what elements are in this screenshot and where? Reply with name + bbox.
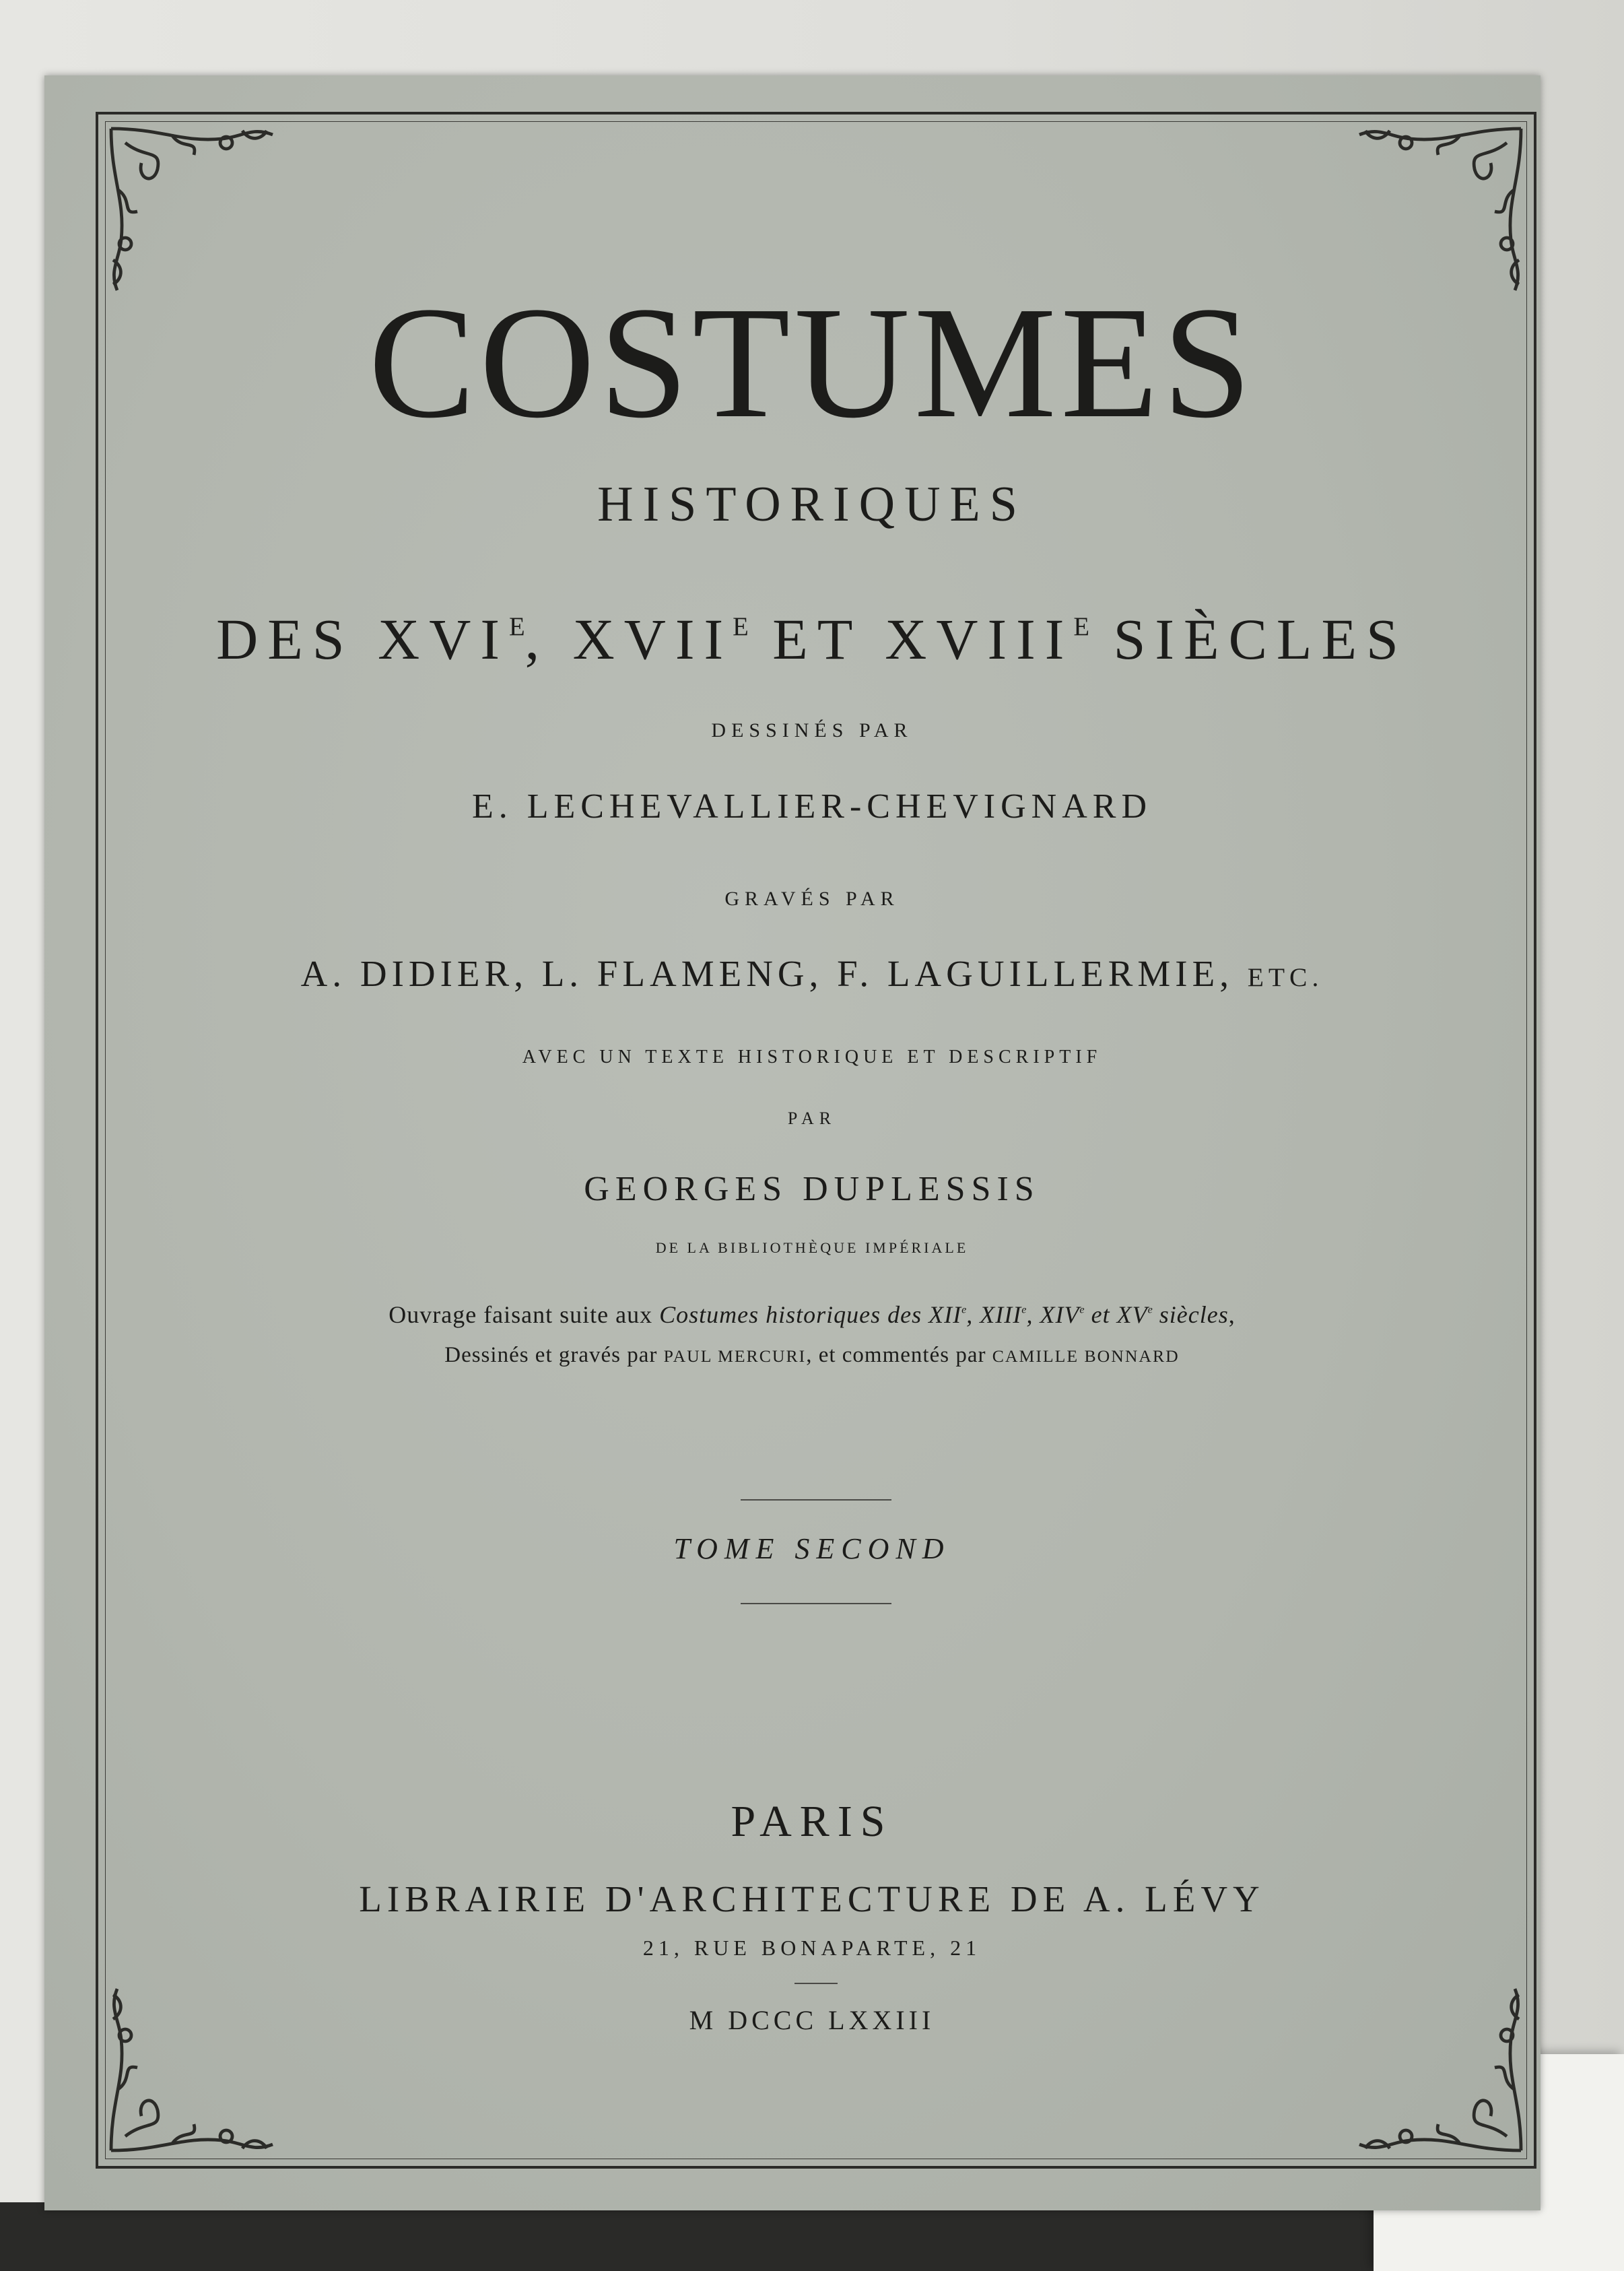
series-note-tail: ,: [1228, 1301, 1236, 1328]
corner-ornament-icon: [101, 1959, 303, 2161]
superscript: e: [1079, 1303, 1085, 1316]
series-note-lead: Ouvrage faisant suite aux: [388, 1301, 660, 1328]
series-note-part: , XIII: [966, 1301, 1022, 1328]
author-affiliation: DE LA BIBLIOTHÈQUE IMPÉRIALE: [655, 1239, 969, 1256]
publisher-address: 21, RUE BONAPARTE, 21: [642, 1936, 982, 1960]
subtitle-centuries-part: , XVII: [525, 607, 733, 671]
subtitle-centuries: [0, 607, 1624, 671]
superscript: e: [1021, 1303, 1027, 1316]
rule-below-volume: [741, 1603, 891, 1604]
publisher-name: LIBRAIRIE D'ARCHITECTURE DE A. LÉVY: [359, 1878, 1265, 1919]
author-name: GEORGES DUPLESSIS: [584, 1170, 1040, 1208]
series-note-part: Costumes historiques des XII: [659, 1301, 962, 1328]
subtitle-centuries-part: SIÈCLES: [1089, 607, 1408, 671]
subtitle-centuries-part: DES XVI: [216, 607, 509, 671]
engravers-names: [0, 955, 1624, 992]
series-note-part: siècles: [1152, 1301, 1229, 1328]
series-note: [0, 1303, 1624, 1327]
credits-mid: , et commentés par: [806, 1343, 992, 1367]
subtitle-centuries-part: ET XVIII: [748, 607, 1074, 671]
credits-note: [0, 1344, 1624, 1367]
engravers-etc: ETC.: [1247, 962, 1324, 992]
superscript: E: [1073, 613, 1090, 642]
credits-name-1: PAUL MERCURI: [663, 1346, 807, 1366]
publication-year: M DCCC LXXIII: [689, 2005, 935, 2035]
credits-name-2: CAMILLE BONNARD: [992, 1346, 1180, 1366]
rule-above-volume: [741, 1499, 891, 1501]
text-note: AVEC UN TEXTE HISTORIQUE ET DESCRIPTIF: [522, 1047, 1102, 1067]
corner-ornament-icon: [1329, 1959, 1531, 2161]
publication-city: PARIS: [731, 1797, 893, 1846]
series-note-part: et XV: [1084, 1301, 1148, 1328]
credits-lead: Dessinés et gravés par: [444, 1343, 664, 1367]
rule-above-year: [794, 1983, 838, 1984]
book-title: COSTUMES: [368, 274, 1256, 451]
series-note-part: , XIV: [1026, 1301, 1080, 1328]
par-label: PAR: [787, 1109, 837, 1128]
series-note-title: [659, 1301, 1229, 1328]
superscript: E: [509, 613, 525, 642]
artist-name: E. LECHEVALLIER-CHEVIGNARD: [471, 787, 1153, 826]
drawn-by-label: DESSINÉS PAR: [711, 719, 913, 742]
engravers-list: A. DIDIER, L. FLAMENG, F. LAGUILLERMIE,: [300, 953, 1248, 994]
superscript: E: [733, 613, 749, 642]
volume-label: TOME SECOND: [673, 1532, 951, 1565]
superscript: e: [1147, 1303, 1153, 1316]
superscript: e: [961, 1303, 967, 1316]
engraved-by-label: GRAVÉS PAR: [724, 888, 900, 910]
subtitle-historiques: HISTORIQUES: [597, 477, 1027, 532]
